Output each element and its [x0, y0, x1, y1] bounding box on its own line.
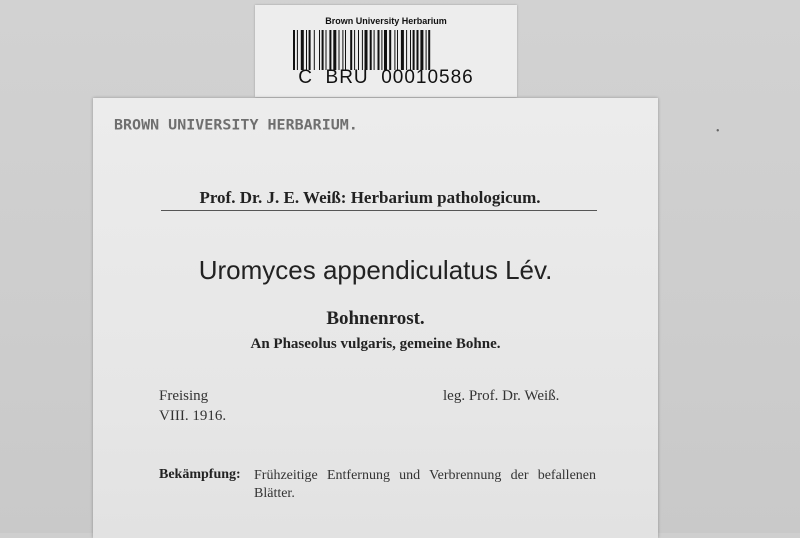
series-title: Prof. Dr. J. E. Weiß: Herbarium pathologicum.	[199, 188, 541, 207]
specimen-id: C BRU 00010586	[298, 67, 474, 88]
common-name: Bohnenrost.	[326, 308, 425, 329]
specimen-label	[93, 98, 658, 538]
barcode-image	[293, 30, 475, 70]
control-label: Bekämpfung:	[159, 467, 241, 482]
collection-locality: Freising	[159, 388, 209, 404]
herbarium-stamp: BROWN UNIVERSITY HERBARIUM.	[114, 116, 358, 134]
control-text: Frühzeitige Entfernung und Verbrennung der befallenen Blätter.	[254, 468, 596, 501]
collection-date: VIII. 1916.	[159, 408, 227, 424]
species-name: Uromyces appendiculatus Lév.	[198, 255, 553, 285]
barcode-institution: Brown University Herbarium	[325, 16, 447, 26]
host-plant: An Phaseolus vulgaris, gemeine Bohne.	[250, 336, 501, 352]
divider	[161, 210, 597, 211]
collector: leg. Prof. Dr. Weiß.	[443, 388, 560, 404]
speck-mark: •	[716, 126, 720, 137]
barcode-label	[255, 5, 517, 97]
